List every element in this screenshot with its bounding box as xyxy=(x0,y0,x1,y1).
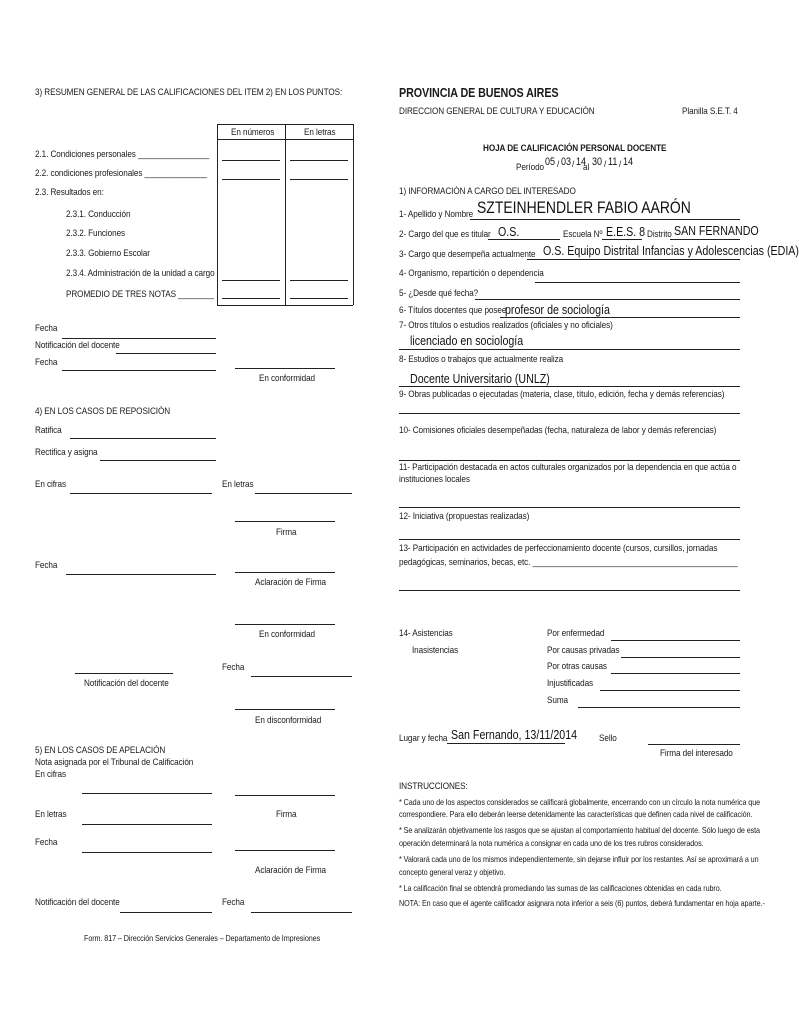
section-5-title: 5) EN LOS CASOS DE APELACIÓN xyxy=(35,745,166,756)
section-4-title: 4) EN LOS CASOS DE REPOSICIÓN xyxy=(35,406,171,417)
section-3-title: 3) RESUMEN GENERAL DE LAS CALIFICACIONES DEL ITEM 2) EN LOS PUNTOS: xyxy=(35,87,343,98)
conformity-line-1[interactable] xyxy=(235,368,335,369)
instruction-4: * La calificación final se obtendrá promediando las sumas de las calificaciones obtenidas en cada rubro. xyxy=(399,883,722,893)
notification-line-1[interactable] xyxy=(116,353,216,354)
field-7-value[interactable]: licenciado en sociología xyxy=(410,333,524,348)
aclaracion-line-1[interactable] xyxy=(235,572,335,573)
district-line xyxy=(670,239,740,240)
period-to-year: 14 xyxy=(623,156,634,168)
ratifica-line[interactable] xyxy=(70,438,216,439)
document-title: HOJA DE CALIFICACIÓN PERSONAL DOCENTE xyxy=(483,143,667,154)
fecha-label-4: Fecha xyxy=(222,662,245,673)
row-average: PROMEDIO DE TRES NOTAS ________ xyxy=(66,289,214,300)
rectifica-line[interactable] xyxy=(100,460,216,461)
field-7-line xyxy=(399,349,740,350)
notification-label-1: Notificación del docente xyxy=(35,340,120,351)
en-cifras-label-1: En cifras xyxy=(35,479,67,490)
school-value[interactable]: E.E.S. 8 xyxy=(606,224,646,239)
conformity-label-1: En conformidad xyxy=(259,373,316,384)
en-cifras-label-2: En cifras xyxy=(35,769,67,780)
field-1-line xyxy=(470,219,740,220)
notification-line-3[interactable] xyxy=(120,912,212,913)
rectifica-label: Rectifica y asigna xyxy=(35,447,98,458)
field-2-line xyxy=(488,239,560,240)
field-11-label-b: instituciones locales xyxy=(399,474,470,485)
field-5-label: 5- ¿Desde qué fecha? xyxy=(399,288,479,299)
planilla-number: Planilla S.E.T. 4 xyxy=(682,106,738,117)
province-header: PROVINCIA DE BUENOS AIRES xyxy=(399,86,559,100)
disconformity-label: En disconformidad xyxy=(255,715,322,726)
illness-label: Por enfermedad xyxy=(547,628,605,639)
period-sep-1: / xyxy=(557,159,560,170)
unjustified-label: Injustificadas xyxy=(547,678,594,689)
form-footer: Form. 817 – Dirección Servicios Generales – Departamento de Impresiones xyxy=(84,933,321,943)
fecha-label-1: Fecha xyxy=(35,323,58,334)
field-9-label: 9- Obras publicadas o ejecutadas (materia, clase, título, edición, fecha y demás referencias) xyxy=(399,389,725,400)
fecha-line-5[interactable] xyxy=(82,852,212,853)
field-11-label-a: 11- Participación destacada en actos culturales organizados por la dependencia en que actúa o xyxy=(399,462,737,473)
field-6-line xyxy=(500,317,740,318)
field-9-line[interactable] xyxy=(399,413,740,414)
fecha-line-1[interactable] xyxy=(62,338,216,339)
notification-label-3: Notificación del docente xyxy=(35,897,120,908)
ratifica-label: Ratifica xyxy=(35,425,62,436)
section-5-subtitle: Nota asignada por el Tribunal de Calificación xyxy=(35,757,194,768)
illness-line[interactable] xyxy=(611,640,740,641)
field-4-label: 4- Organismo, repartición o dependencia xyxy=(399,268,544,279)
row-personal-conditions: 2.1. Condiciones personales ________________ xyxy=(35,149,210,160)
field-11-line[interactable] xyxy=(399,507,740,508)
place-date-line xyxy=(447,743,565,744)
field-12-line[interactable] xyxy=(399,539,740,540)
field-13-line[interactable] xyxy=(399,590,740,591)
en-cifras-line-2[interactable] xyxy=(82,793,212,794)
district-value[interactable]: SAN FERNANDO xyxy=(674,223,759,238)
aclaracion-label-1: Aclaración de Firma xyxy=(255,577,327,588)
signature-line[interactable] xyxy=(648,744,740,745)
field-12-label: 12- Iniciativa (propuestas realizadas) xyxy=(399,511,530,522)
notification-line-2[interactable] xyxy=(75,673,173,674)
period-sep-3: / xyxy=(604,159,607,170)
other-causes-line[interactable] xyxy=(611,673,740,674)
field-4-line[interactable] xyxy=(535,282,740,283)
field-2-value[interactable]: O.S. xyxy=(498,224,520,239)
instruction-note: NOTA: En caso que el agente calificador asignara nota inferior a seis (6) puntos, deberá fundamentar en hoja aparte.- xyxy=(399,898,765,908)
field-3-label: 3- Cargo que desempeña actualmente xyxy=(399,249,536,260)
period-from-year: 14 xyxy=(576,156,587,168)
en-letras-line-1[interactable] xyxy=(255,493,352,494)
field-5-line[interactable] xyxy=(475,299,740,300)
signature-label: Firma del interesado xyxy=(660,748,733,759)
field-3-value[interactable]: O.S. Equipo Distrital Infancias y Adolescencias (EDIA) xyxy=(543,243,799,258)
row-administration: 2.3.4. Administración de la unidad a cargo xyxy=(66,268,215,279)
en-letras-label-2: En letras xyxy=(35,809,67,820)
period-to-month: 11 xyxy=(608,156,618,168)
fecha-label-5: Fecha xyxy=(35,837,58,848)
sum-line[interactable] xyxy=(578,707,740,708)
field-10-line[interactable] xyxy=(399,460,740,461)
seal-label: Sello xyxy=(599,733,617,744)
row-conduct: 2.3.1. Conducción xyxy=(66,209,131,220)
firma-line-1[interactable] xyxy=(235,521,335,522)
direction-header: DIRECCION GENERAL DE CULTURA Y EDUCACIÓN xyxy=(399,106,595,117)
private-causes-line[interactable] xyxy=(621,657,740,658)
fecha-label-3: Fecha xyxy=(35,560,58,571)
row-results: 2.3. Resultados en: xyxy=(35,187,104,198)
instruction-3b: concepto general veraz y objetivo. xyxy=(399,867,506,877)
fecha-label-6: Fecha xyxy=(222,897,245,908)
conformity-label-2: En conformidad xyxy=(259,629,316,640)
field-7-label: 7- Otros títulos o estudios realizados (oficiales y no oficiales) xyxy=(399,320,613,331)
field-8-value[interactable]: Docente Universitario (UNLZ) xyxy=(410,371,550,386)
col-header-letters: En letras xyxy=(304,127,336,138)
fecha-line-2[interactable] xyxy=(62,370,216,371)
period-from-month: 03 xyxy=(561,156,572,168)
en-letras-line-2[interactable] xyxy=(82,824,212,825)
field-1-label: 1- Apellido y Nombre xyxy=(399,209,474,220)
section-1-title: 1) INFORMACIÓN A CARGO DEL INTERESADO xyxy=(399,186,576,197)
place-date-label: Lugar y fecha xyxy=(399,733,448,744)
en-letras-label-1: En letras xyxy=(222,479,254,490)
fecha-label-2: Fecha xyxy=(35,357,58,368)
other-causes-label: Por otras causas xyxy=(547,661,607,672)
fecha-line-6[interactable] xyxy=(251,912,352,913)
period-al: al xyxy=(583,162,590,173)
fecha-line-4[interactable] xyxy=(251,676,352,677)
district-label: Distrito xyxy=(647,229,672,240)
firma-label-1: Firma xyxy=(276,527,297,538)
school-line xyxy=(602,239,642,240)
instruction-3a: * Valorará cada uno de los mismos independientemente, sin dejarse influir por los restantes. Así se aproximará a un xyxy=(399,854,759,864)
row-professional-conditions: 2.2. condiciones profesionales ______________ xyxy=(35,168,207,179)
firma-label-2: Firma xyxy=(276,809,297,820)
absences-label: Inasistencias xyxy=(412,645,459,656)
field-6-label: 6- Títulos docentes que posee xyxy=(399,305,507,316)
aclaracion-label-2: Aclaración de Firma xyxy=(255,865,327,876)
en-cifras-line-1[interactable] xyxy=(70,493,212,494)
field-14-label: 14- Asistencias xyxy=(399,628,453,639)
field-2-label: 2- Cargo del que es titular xyxy=(399,229,491,240)
period-label: Período xyxy=(516,162,545,173)
aclaracion-line-2[interactable] xyxy=(235,850,335,851)
unjustified-line[interactable] xyxy=(600,690,740,691)
period-from-day: 05 xyxy=(545,156,556,168)
instruction-2b: operación determinará la nota numérica a consignar en cada uno de los tres rubros considerados. xyxy=(399,838,704,848)
fecha-line-3[interactable] xyxy=(66,574,216,575)
instructions-title: INSTRUCCIONES: xyxy=(399,781,468,792)
field-1-value[interactable]: SZTEINHENDLER FABIO AARÓN xyxy=(477,198,691,217)
row-school-government: 2.3.3. Gobierno Escolar xyxy=(66,248,150,259)
col-header-numbers: En números xyxy=(231,127,275,138)
field-13-label-a: 13- Participación en actividades de perfeccionamiento docente (cursos, cursillos, jornadas xyxy=(399,543,718,554)
notification-label-2: Notificación del docente xyxy=(84,678,169,689)
instruction-1b: correspondiere. Para ello deberán leerse detenidamente las características que definen cada nivel de calificación. xyxy=(399,809,753,819)
row-functions: 2.3.2. Funciones xyxy=(66,228,126,239)
instruction-2a: * Se analizarán objetivamente los rasgos que se ajustan al comportamiento habitual del docente. Sólo luego de esta xyxy=(399,825,760,835)
firma-line-2a[interactable] xyxy=(235,795,335,796)
field-6-value[interactable]: profesor de sociología xyxy=(505,302,610,317)
place-date-value[interactable]: San Fernando, 13/11/2014 xyxy=(451,727,578,742)
field-13-label-b: pedagógicas, seminarios, becas, etc. ______________________________________________ xyxy=(399,557,738,568)
period-sep-2: / xyxy=(572,159,575,170)
period-to-day: 30 xyxy=(592,156,603,168)
disconformity-line[interactable] xyxy=(235,709,335,710)
instruction-1a: * Cada uno de los aspectos considerados se calificará globalmente, encerrando con un círculo la nota numérica que xyxy=(399,797,761,807)
conformity-line-2[interactable] xyxy=(235,624,335,625)
sum-label: Suma xyxy=(547,695,569,706)
field-3-line xyxy=(527,259,740,260)
field-8-line xyxy=(399,386,740,387)
school-label: Escuela Nº xyxy=(563,229,603,240)
private-causes-label: Por causas privadas xyxy=(547,645,620,656)
field-8-label: 8- Estudios o trabajos que actualmente realiza xyxy=(399,354,564,365)
period-sep-4: / xyxy=(619,159,622,170)
field-10-label: 10- Comisiones oficiales desempeñadas (fecha, naturaleza de labor y demás referencias) xyxy=(399,425,717,436)
